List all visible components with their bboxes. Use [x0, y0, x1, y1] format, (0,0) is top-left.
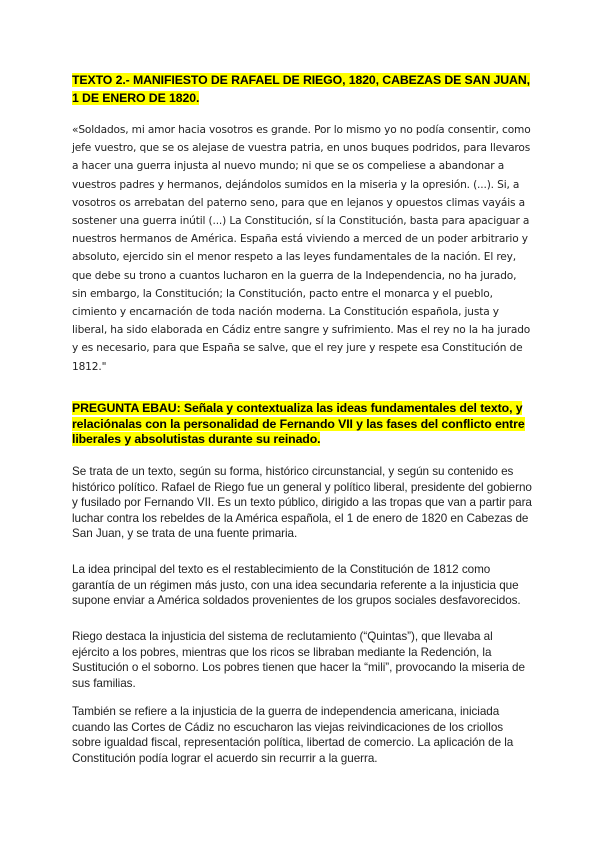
manifesto-quote: «Soldados, mi amor hacia vosotros es grande. Por lo mismo yo no podía consentir, como jefe vuestro, que se os alejase de vuestra patria, en unos buques podridos, para llevaros a hacer una guerra injusta al nuevo mundo; ni que se os compeliese a abandonar a vuestros padres y hermanos, dejándolos sumidos en la miseria y la opresión. (...). Si, a vosotros os arrebatan del paterno seno, para que en lejanos y opuestos climas vayáis a sostener una guerra inútil (...) La Constitución, sí la Constitución, basta para apaciguar a nuestros hermanos de América. España está viviendo a merced de un poder arbitrario y absoluto, ejercido sin el menor respeto a las leyes fundamentales de la nación. El rey, que debe su trono a cuantos lucharon en la guerra de la Independencia, no ha jurado, sin embargo, la Constitución; la Constitución, pacto entre el monarca y el pueblo, cimiento y encarnación de toda nación moderna. La Constitución española, justa y liberal, ha sido elaborada en Cádiz entre sangre y sufrimiento. Mas el rey no la ha jurado y es necesario, para que España se salve, que el rey jure y respete esa Constitución de 1812." [72, 124, 531, 373]
document-title [72, 71, 532, 107]
answer-paragraph-1: Se trata de un texto, según su forma, histórico circunstancial, y según su contenido es histórico político. Rafael de Riego fue un general y político liberal, presidente del gobierno y fusilado por Fernando VII. Es un texto público, dirigido a las tropas que van a partir para luchar contra los rebeldes de la América española, el 1 de enero de 1820 en Cabezas de San Juan, y se trata de una fuente primaria. [72, 465, 532, 541]
answer-paragraph-3: Riego destaca la injusticia del sistema de reclutamiento (“Quintas”), que llevaba al ejército a los pobres, mientras que los ricos se libraban mediante la Redención, la Sustitución o el soborno. Los pobres tienen que hacer la “mili”, provocando la miseria de sus familias. [72, 630, 525, 690]
exam-question [72, 401, 532, 448]
answer-paragraph-4: También se refiere a la injusticia de la guerra de independencia americana, iniciada cuando las Cortes de Cádiz no escucharon las viejas reivindicaciones de los criollos sobre igualdad fiscal, representación política, libertad de comercio. La aplicación de la Constitución podía lograr el acuerdo sin recurrir a la guerra. [72, 705, 514, 765]
title-highlight: TEXTO 2.- MANIFIESTO DE RAFAEL DE RIEGO, 1820, CABEZAS DE SAN JUAN, 1 DE ENERO DE 1820. [72, 73, 530, 105]
answer-paragraph-2: La idea principal del texto es el restablecimiento de la Constitución de 1812 como garantía de un régimen más justo, con una idea secundaria referente a la injusticia que supone enviar a América soldados provenientes de los grupos sociales desfavorecidos. [72, 563, 521, 608]
question-highlight: PREGUNTA EBAU: Señala y contextualiza las ideas fundamentales del texto, y relaciónalas con la personalidad de Fernando VII y las fases del conflicto entre liberales y absolutistas durante su reinado. [72, 401, 525, 446]
